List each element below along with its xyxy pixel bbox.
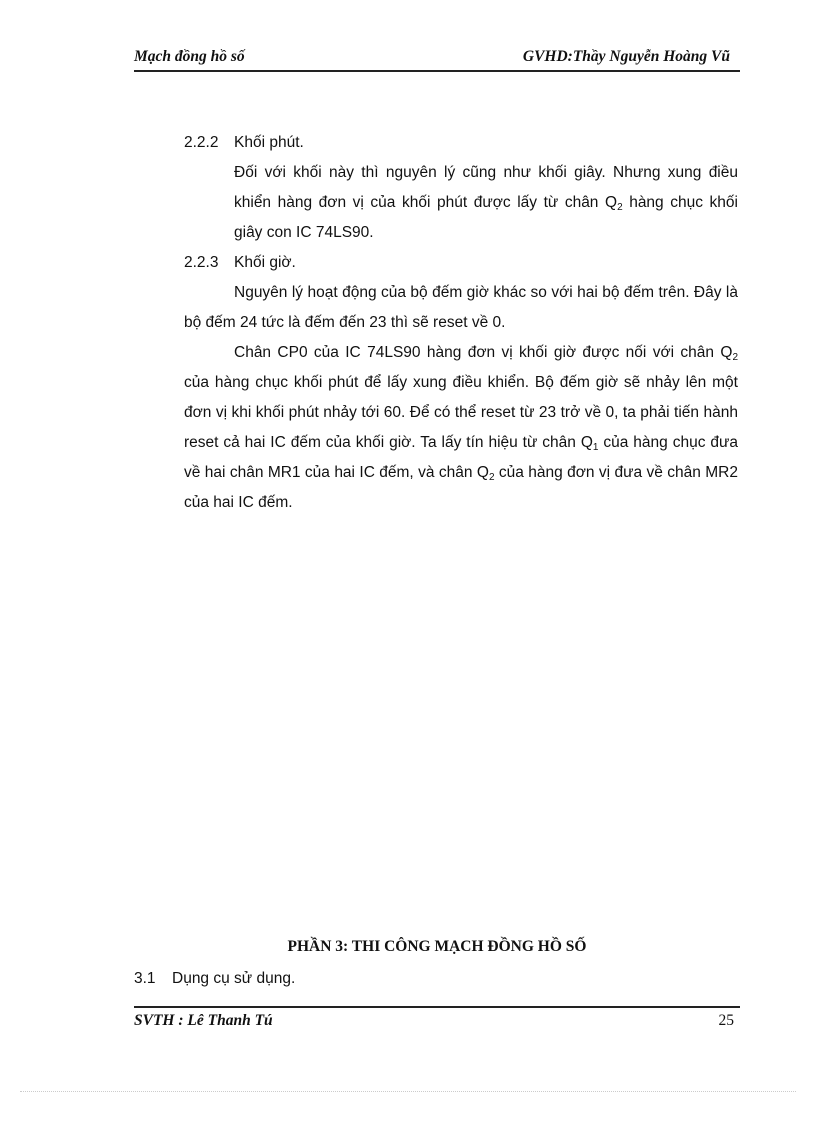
part-title: PHẦN 3: THI CÔNG MẠCH ĐỒNG HỒ SỐ [287,938,587,955]
page-edge-divider [20,1091,796,1092]
subsection-number: 3.1 [134,970,156,987]
text-run: hàng chục khối giây con IC 74LS90. [234,194,738,241]
section-heading-2-2-3 [184,248,738,278]
text-run: Đối với khối này thì nguyên lý cũng như khối giây. Nhưng xung điều khiển hàng đơn vị của khối phút được lấy từ chân Q [234,164,738,211]
supervisor-label: GVHD:Thầy Nguyễn Hoàng Vũ [522,48,730,65]
subsection-title: Dụng cụ sử dụng. [172,970,296,987]
body-text [184,128,738,518]
section-heading-2-2-2 [184,128,738,158]
author-label: SVTH : Lê Thanh Tú [134,1012,273,1029]
section-title: Khối giờ. [234,254,296,271]
subscript: 2 [488,472,495,483]
page-number: 25 [718,1012,734,1029]
section-number: 2.2.2 [184,134,219,151]
paragraph [184,338,738,518]
paragraph: Nguyên lý hoạt động của bộ đếm giờ khác so với hai bộ đếm trên. Đây là bộ đếm 24 tức là đếm đến 23 thì sẽ reset về 0. [184,284,738,331]
text-run: Chân CP0 của IC 74LS90 hàng đơn vị khối giờ được nối với chân Q [234,344,733,361]
subscript: 1 [592,442,599,453]
subsection-heading [134,970,295,988]
document-title: Mạch đồng hồ số [134,48,245,65]
text-run: của hàng đơn vị đưa về chân MR2 của hai IC đếm. [184,464,738,511]
paragraph [184,158,738,248]
section-number: 2.2.3 [184,254,219,271]
footer-divider [134,1006,740,1008]
subscript: 2 [617,202,623,213]
section-title: Khối phút. [234,134,304,151]
text-run: của hàng chục khối phút để lấy xung điều khiển. Bộ đếm giờ sẽ nhảy lên một đơn vị khi khối phút nhảy tới 60. Để có thể reset từ 23 trở về 0, ta phải tiến hành reset cả hai IC đếm của khối giờ. Ta lấy tín hiệu từ chân Q [184,374,738,451]
subscript: 2 [732,352,738,363]
text-run: của hàng chục đưa về hai chân MR1 của hai IC đếm, và chân Q [184,434,738,481]
page-header [134,48,740,72]
